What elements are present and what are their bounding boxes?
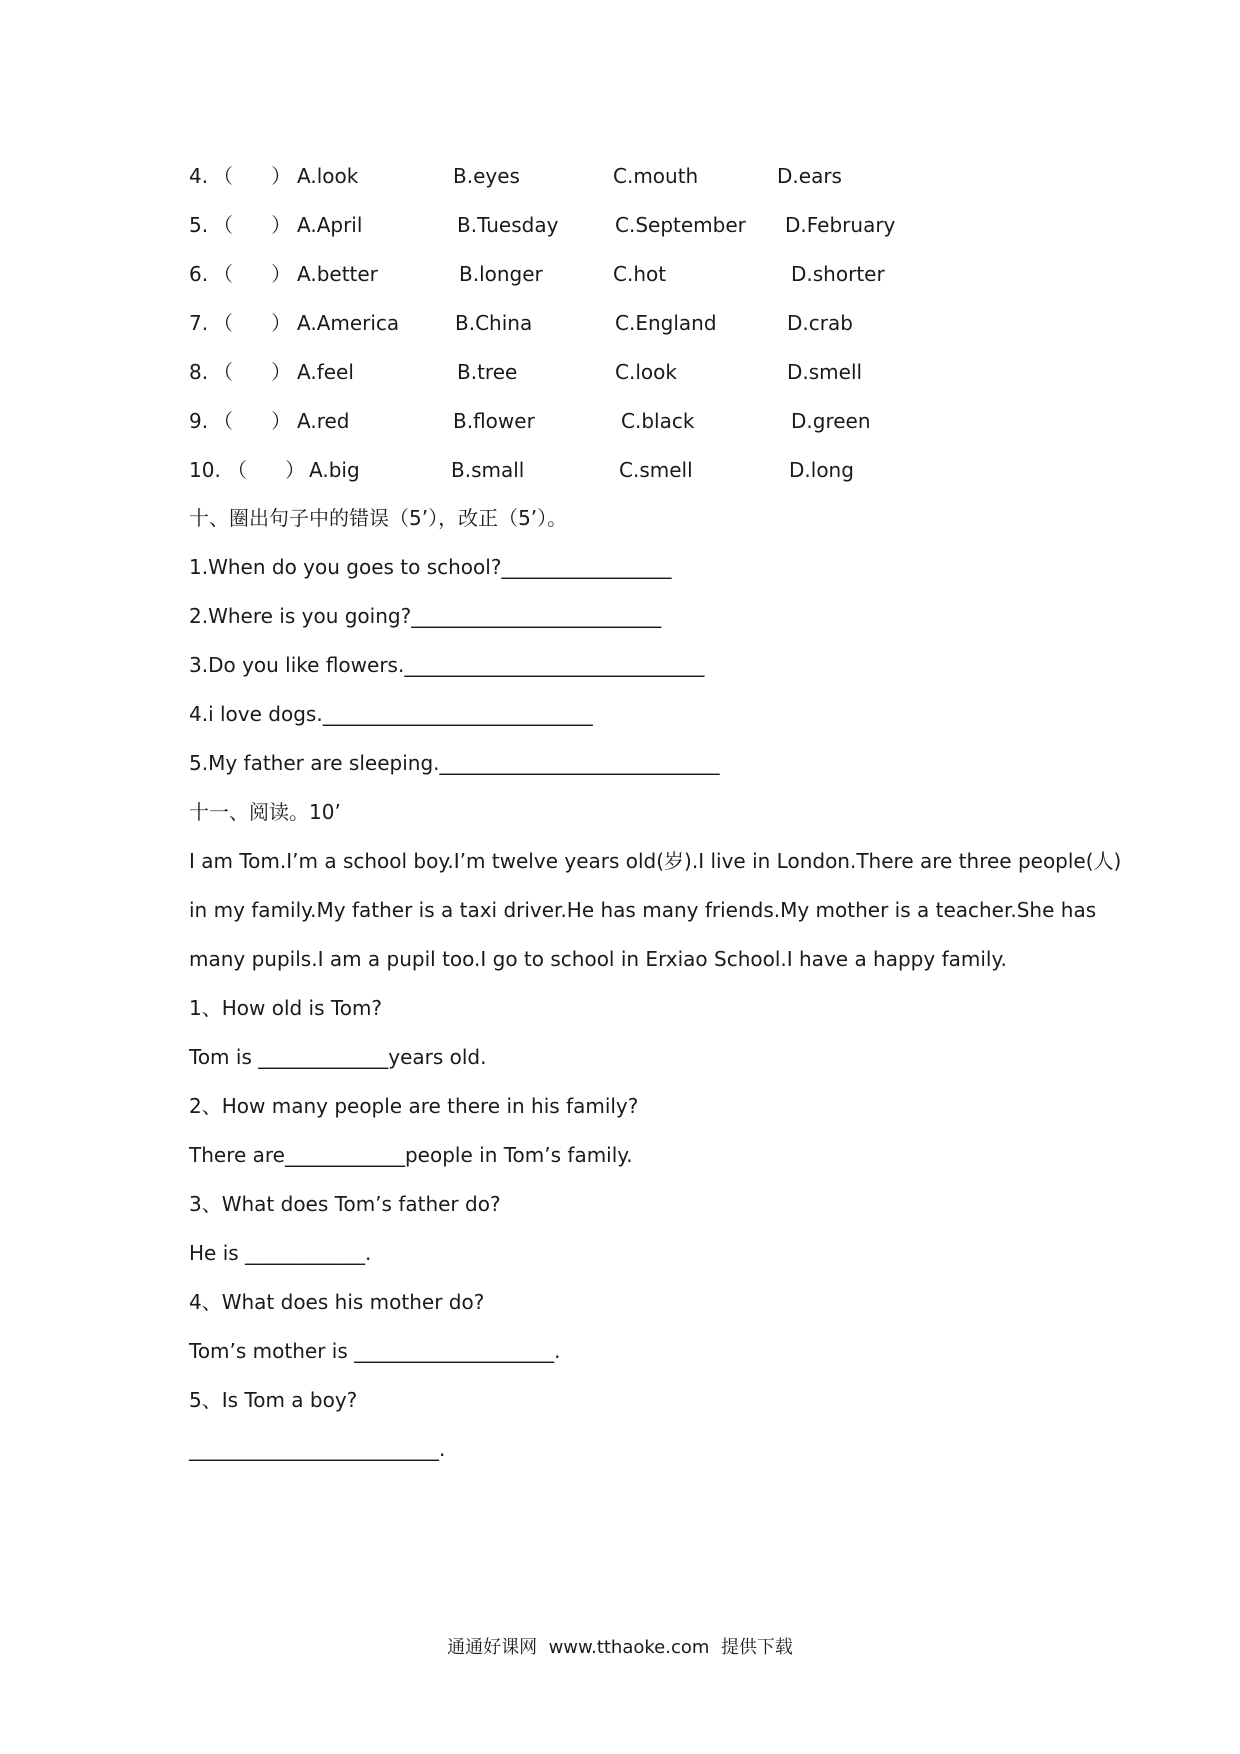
reading-passage-line-2: in my family.My father is a taxi driver.He has many friends.My mother is a teacher.She has xyxy=(189,898,1097,922)
option-d: D.ears xyxy=(777,164,842,188)
mc-question-10 xyxy=(189,457,989,483)
reading-passage-line-3: many pupils.I am a pupil too.I go to school in Erxiao School.I have a happy family. xyxy=(189,947,1007,971)
option-b: B.eyes xyxy=(453,164,520,188)
option-a: A.big xyxy=(309,458,360,482)
option-d: D.February xyxy=(785,213,896,237)
option-c: C.black xyxy=(621,409,695,433)
option-a: A.feel xyxy=(297,360,354,384)
option-d: D.long xyxy=(789,458,854,482)
option-a: A.America xyxy=(297,311,400,335)
option-c: C.England xyxy=(615,311,717,335)
reading-question-2: 2、How many people are there in his family? xyxy=(189,1094,639,1118)
reading-answer-1: Tom is _____________years old. xyxy=(189,1045,487,1069)
reading-answer-2: There are____________people in Tom’s family. xyxy=(189,1143,633,1167)
question-number: 4. xyxy=(189,164,209,188)
correction-item-3: 3.Do you like flowers.______________________________ xyxy=(189,653,705,677)
answer-blank: （ ） xyxy=(213,164,292,188)
option-b: B.Tuesday xyxy=(457,213,559,237)
option-c: C.hot xyxy=(613,262,667,286)
question-number: 5. xyxy=(189,213,209,237)
answer-blank: （ ） xyxy=(213,262,292,286)
option-d: D.shorter xyxy=(791,262,885,286)
option-b: B.longer xyxy=(459,262,543,286)
option-a: A.better xyxy=(297,262,378,286)
question-number: 7. xyxy=(189,311,209,335)
option-c: C.look xyxy=(615,360,677,384)
reading-question-3: 3、What does Tom’s father do? xyxy=(189,1192,501,1216)
option-c: C.smell xyxy=(619,458,693,482)
mc-question-7 xyxy=(189,310,989,336)
option-d: D.green xyxy=(791,409,871,433)
option-b: B.tree xyxy=(457,360,518,384)
option-a: A.April xyxy=(297,213,363,237)
reading-passage-line-1: I am Tom.I’m a school boy.I’m twelve years old(岁).I live in London.There are three people(人) xyxy=(189,849,1122,873)
answer-blank: （ ） xyxy=(213,311,292,335)
mc-question-5 xyxy=(189,212,989,238)
mc-question-8 xyxy=(189,359,989,385)
mc-question-9 xyxy=(189,408,989,434)
correction-item-2: 2.Where is you going?_________________________ xyxy=(189,604,662,628)
question-number: 8. xyxy=(189,360,209,384)
mc-question-4 xyxy=(189,163,989,189)
question-number: 10. xyxy=(189,458,221,482)
reading-answer-3: He is ____________. xyxy=(189,1241,372,1265)
answer-blank: （ ） xyxy=(213,360,292,384)
question-number: 9. xyxy=(189,409,209,433)
answer-blank: （ ） xyxy=(213,409,292,433)
option-b: B.flower xyxy=(453,409,535,433)
option-b: B.small xyxy=(451,458,525,482)
reading-question-5: 5、Is Tom a boy? xyxy=(189,1388,358,1412)
correction-item-5: 5.My father are sleeping.____________________________ xyxy=(189,751,720,775)
mc-question-6 xyxy=(189,261,989,287)
option-a: A.look xyxy=(297,164,359,188)
reading-answer-5: _________________________. xyxy=(189,1437,446,1461)
reading-answer-4: Tom’s mother is ____________________. xyxy=(189,1339,561,1363)
page-footer: 通通好课网 www.tthaoke.com 提供下载 xyxy=(447,1637,793,1658)
answer-blank: （ ） xyxy=(213,213,292,237)
option-c: C.September xyxy=(615,213,746,237)
option-d: D.crab xyxy=(787,311,853,335)
correction-item-4: 4.i love dogs.___________________________ xyxy=(189,702,593,726)
section-10-heading: 十、圈出句子中的错误（5’），改正（5’）。 xyxy=(189,506,568,530)
option-c: C.mouth xyxy=(613,164,699,188)
correction-item-1: 1.When do you goes to school?_________________ xyxy=(189,555,672,579)
reading-question-1: 1、How old is Tom? xyxy=(189,996,383,1020)
option-a: A.red xyxy=(297,409,350,433)
option-d: D.smell xyxy=(787,360,863,384)
section-11-heading: 十一、阅读。10’ xyxy=(189,800,341,824)
option-b: B.China xyxy=(455,311,533,335)
question-number: 6. xyxy=(189,262,209,286)
answer-blank: （ ） xyxy=(227,458,306,482)
reading-question-4: 4、What does his mother do? xyxy=(189,1290,485,1314)
